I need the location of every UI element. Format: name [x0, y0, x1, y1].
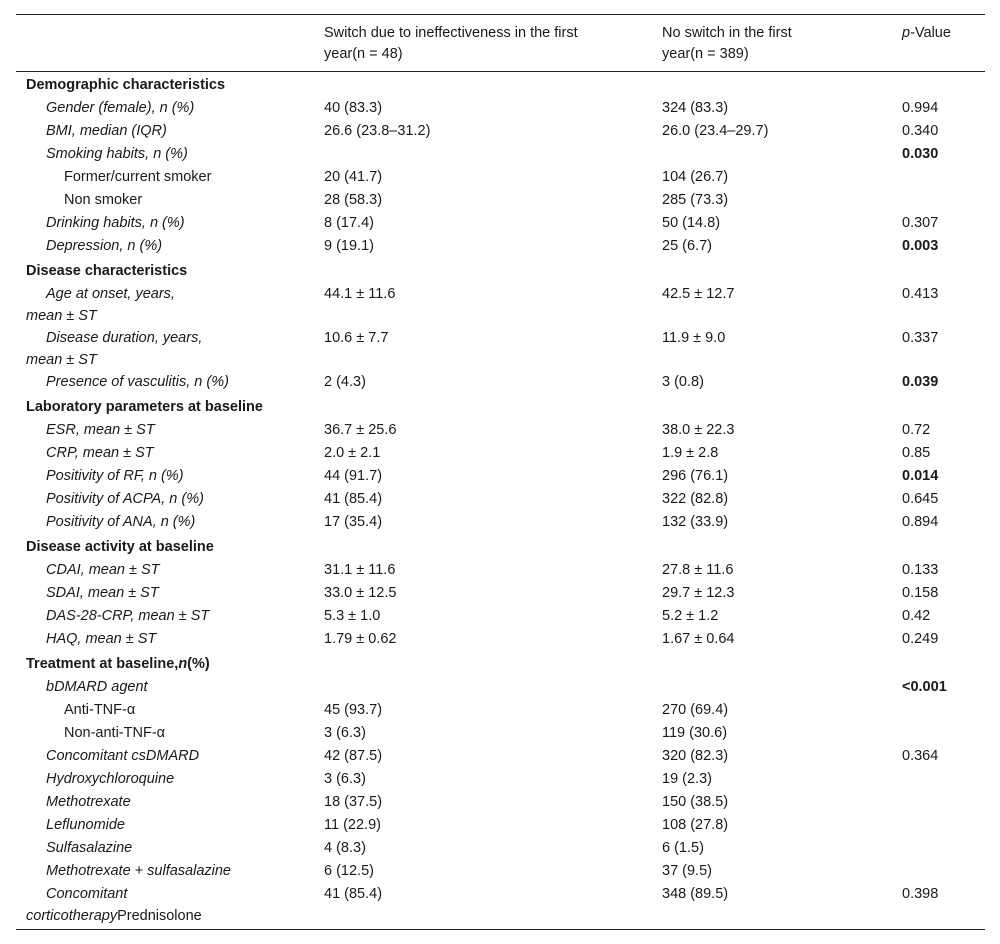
table-row: Age at onset, years, mean ± ST 44.1 ± 11.6 42.5 ± 12.7 0.413 — [26, 286, 939, 324]
table-row: DAS-28-CRP, mean ± ST 5.3 ± 1.0 5.2 ± 1.2 0.42 — [46, 608, 931, 624]
table-row: Smoking habits, n (%) 0.030 — [46, 146, 939, 162]
table-row: Methotrexate 18 (37.5) 150 (38.5) — [46, 794, 729, 810]
table-row: Methotrexate + sulfasalazine 6 (12.5) 37 (9.5) — [46, 863, 712, 879]
table-row: Concomitant csDMARD 42 (87.5) 320 (82.3) 0.364 — [46, 748, 939, 764]
table-row: Positivity of ACPA, n (%) 41 (85.4) 322 (82.8) 0.645 — [46, 491, 939, 507]
table-row: Hydroxychloroquine 3 (6.3) 19 (2.3) — [46, 771, 712, 787]
table-row: Concomitant corticotherapyPrednisolone 41 (85.4) 348 (89.5) 0.398 — [16, 883, 985, 930]
section-disease: Disease characteristics — [26, 263, 188, 279]
header-no-switch: No switch in the first year(n = 389) — [652, 15, 892, 72]
section-activity: Disease activity at baseline — [26, 539, 214, 555]
table-row: HAQ, mean ± ST 1.79 ± 0.62 1.67 ± 0.64 0.249 — [46, 631, 939, 647]
header-blank — [16, 15, 314, 72]
table-row: Gender (female), n (%) 40 (83.3) 324 (83.3) 0.994 — [46, 100, 939, 116]
header-switch: Switch due to ineffectiveness in the first year(n = 48) — [314, 15, 652, 72]
table-row: Anti-TNF-α 45 (93.7) 270 (69.4) — [64, 702, 729, 718]
table-row: Drinking habits, n (%) 8 (17.4) 50 (14.8) 0.307 — [46, 215, 939, 231]
table-row: Disease duration, years, mean ± ST 10.6 ± 7.7 11.9 ± 9.0 0.337 — [26, 330, 939, 368]
section-treatment: Treatment at baseline,n(%) — [26, 656, 210, 672]
section-lab: Laboratory parameters at baseline — [26, 399, 263, 415]
table-row: Positivity of ANA, n (%) 17 (35.4) 132 (33.9) 0.894 — [46, 514, 939, 530]
baseline-characteristics-table — [16, 14, 985, 930]
header-row — [16, 15, 985, 72]
table-row: Depression, n (%) 9 (19.1) 25 (6.7) 0.003 — [46, 238, 939, 254]
table-row: ESR, mean ± ST 36.7 ± 25.6 38.0 ± 22.3 0.72 — [46, 422, 931, 438]
table-row: CDAI, mean ± ST 31.1 ± 11.6 27.8 ± 11.6 0.133 — [46, 562, 939, 578]
table-row: CRP, mean ± ST 2.0 ± 2.1 1.9 ± 2.8 0.85 — [46, 445, 931, 461]
table-row: Presence of vasculitis, n (%) 2 (4.3) 3 (0.8) 0.039 — [46, 374, 939, 390]
table-row: Non-anti-TNF-α 3 (6.3) 119 (30.6) — [64, 725, 728, 741]
table-row: Non smoker 28 (58.3) 285 (73.3) — [64, 192, 729, 208]
table-row: Sulfasalazine 4 (8.3) 6 (1.5) — [46, 840, 704, 856]
table-row: bDMARD agent <0.001 — [46, 679, 947, 695]
section-demographic: Demographic characteristics — [26, 77, 226, 93]
table-row: Former/current smoker 20 (41.7) 104 (26.7) — [64, 169, 729, 185]
table-row: BMI, median (IQR) 26.6 (23.8–31.2) 26.0 (23.4–29.7) 0.340 — [46, 123, 939, 139]
table-row: Leflunomide 11 (22.9) 108 (27.8) — [46, 817, 729, 833]
header-p-value: p-Value — [892, 15, 985, 72]
table-row: Positivity of RF, n (%) 44 (91.7) 296 (76.1) 0.014 — [46, 468, 939, 484]
table-row: SDAI, mean ± ST 33.0 ± 12.5 29.7 ± 12.3 0.158 — [46, 585, 939, 601]
